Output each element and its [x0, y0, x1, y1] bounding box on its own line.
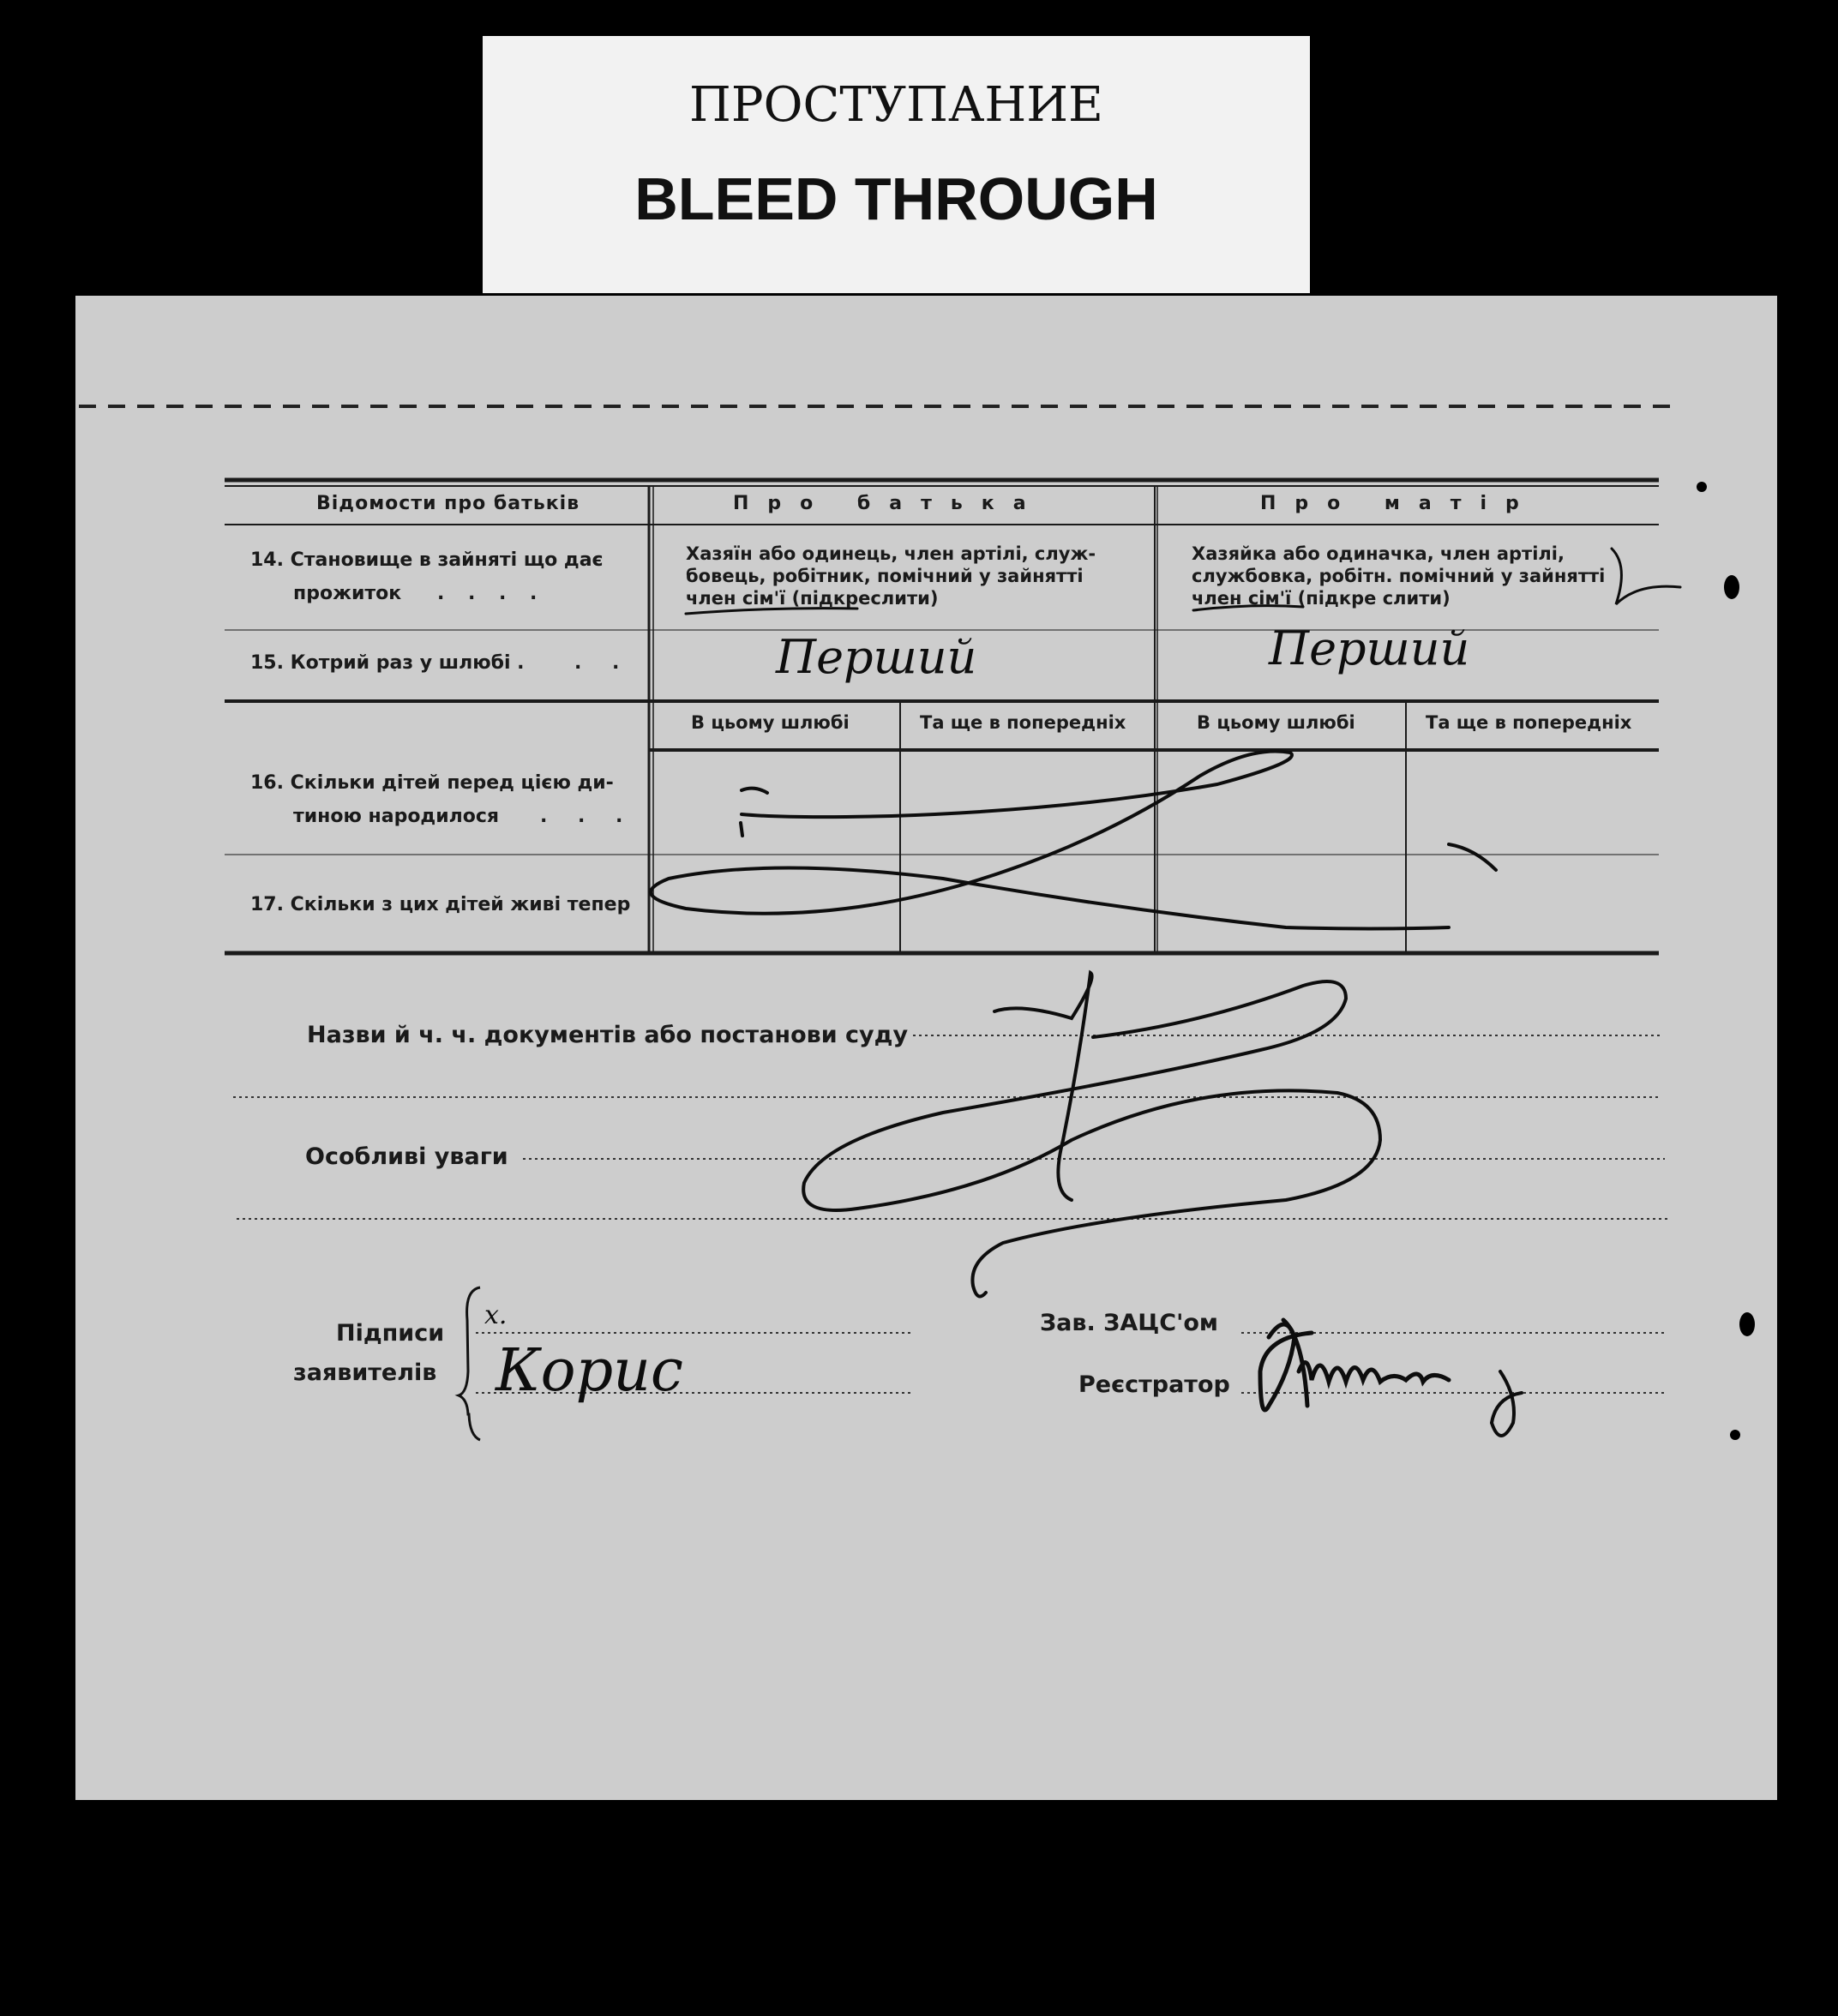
registrar-label: Реєстратор: [1078, 1371, 1230, 1398]
row17-label: 17. Скільки з цих дітей живі тепер: [250, 894, 631, 915]
applicant-signature: Корис: [496, 1337, 683, 1405]
notice-english: BLEED THROUGH: [634, 165, 1158, 232]
father-subheader-previous: Та ще в попередніх: [920, 712, 1126, 733]
father-subheader-this-marriage: В цьому шлюбі: [691, 712, 850, 733]
row16-label: 16. Скільки дітей перед цією ди-: [250, 772, 614, 794]
header-father: Про батька: [733, 493, 1045, 514]
row14-label-cont: прожиток: [293, 583, 402, 604]
zags-head-label: Зав. ЗАЦС'ом: [1040, 1310, 1218, 1336]
row15-label: 15. Котрий раз у шлюбі .: [250, 652, 525, 674]
row16-label-cont: тиною народилося: [293, 806, 500, 827]
row14-mother-options-2: службовка, робітн. помічний у зайнятті: [1192, 566, 1606, 586]
row14-mother-options-3: член сім'ї (підкре слити): [1192, 588, 1451, 609]
row15-father-handwritten-value: Перший: [776, 630, 977, 684]
row14-father-options-3: член сім'ї (підкреслити): [686, 588, 939, 609]
applicant-mark: х.: [484, 1300, 508, 1330]
row14-father-options-1: Хазяїн або одинець, член артілі, служ-: [686, 543, 1096, 564]
row15-dots: . .: [574, 652, 632, 674]
row14-dots: . . . .: [437, 583, 546, 604]
signatures-label: Підписи: [336, 1320, 445, 1347]
row16-dots: . . .: [540, 806, 635, 827]
documents-label: Назви й ч. ч. документів або постанови суду: [307, 1022, 909, 1048]
notice-russian: ПРОСТУПАНИЕ: [689, 77, 1103, 133]
mother-subheader-previous: Та ще в попередніх: [1426, 712, 1632, 733]
row14-mother-options-1: Хазяйка або одиначка, член артілі,: [1192, 543, 1565, 564]
notes-label: Особливі уваги: [305, 1143, 508, 1170]
header-parents-info: Відомости про батьків: [316, 493, 580, 514]
row14-father-options-2: бовець, робітник, помічний у зайнятті: [686, 566, 1084, 586]
signatures-label-cont: заявителів: [293, 1359, 437, 1386]
row15-mother-handwritten-value: Перший: [1269, 621, 1470, 675]
mother-subheader-this-marriage: В цьому шлюбі: [1197, 712, 1355, 733]
row14-label: 14. Становище в зайняті що дає: [250, 549, 604, 571]
header-mother: Про матір: [1260, 493, 1538, 514]
